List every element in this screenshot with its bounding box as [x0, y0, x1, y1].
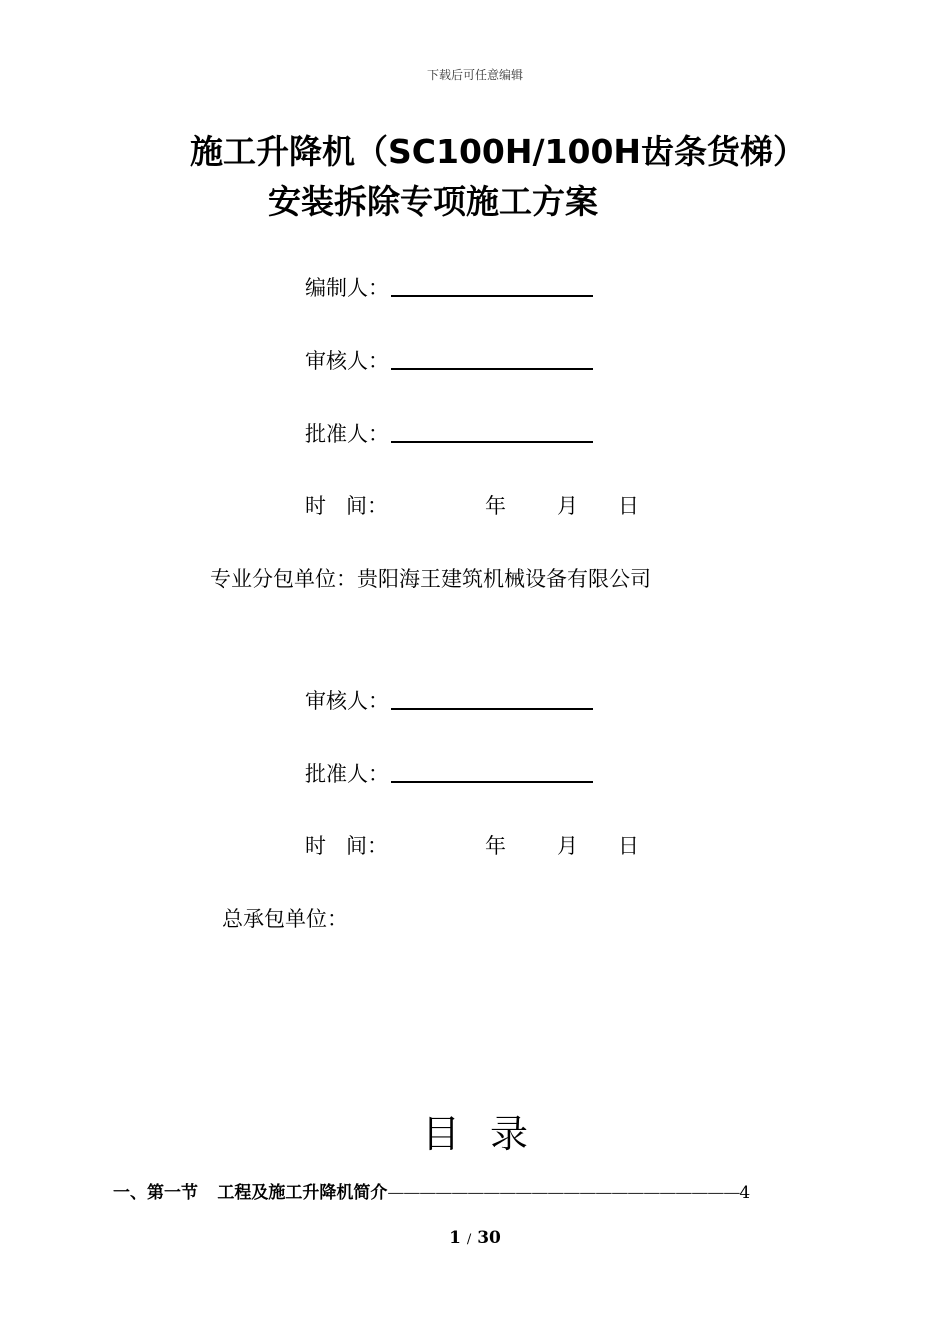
general-contractor-label: 总承包单位：: [222, 907, 348, 931]
page-separator: /: [466, 1232, 472, 1247]
gen-year-label: 年: [485, 834, 506, 858]
compiler-label: 编制人：: [305, 276, 389, 300]
toc-item[interactable]: [113, 1178, 750, 1203]
sub-approver-label: 批准人：: [305, 422, 389, 446]
page-current: 1: [449, 1228, 461, 1248]
sub-approver-signature-line: [391, 441, 593, 443]
sub-approver-field: [305, 418, 593, 448]
sub-reviewer-signature-line: [391, 368, 593, 370]
gen-month-label: 月: [557, 834, 578, 858]
sub-reviewer-label: 审核人：: [305, 349, 389, 373]
sub-day-label: 日: [618, 494, 639, 518]
document-title-line1: 施工升降机（SC100H/100H齿条货梯）: [190, 132, 807, 171]
gen-time-label: 时 间：: [305, 834, 389, 858]
subcontractor-company: 专业分包单位：贵阳海王建筑机械设备有限公司: [210, 567, 651, 591]
toc-item-leader: ——————————————————————: [387, 1183, 740, 1203]
gen-approver-signature-line: [391, 781, 593, 783]
page-number: [0, 1228, 950, 1248]
compiler-field: [305, 272, 593, 302]
sub-time-label: 时 间：: [305, 494, 389, 518]
gen-reviewer-field: [305, 685, 593, 715]
header-note: 下载后可任意编辑: [426, 68, 523, 82]
compiler-signature-line: [391, 295, 593, 297]
sub-year-label: 年: [485, 494, 506, 518]
gen-day-label: 日: [618, 834, 639, 858]
gen-reviewer-signature-line: [391, 708, 593, 710]
toc-item-name: 工程及施工升降机简介: [217, 1183, 388, 1203]
toc-item-section: 一、第一节: [113, 1183, 198, 1203]
sub-month-label: 月: [557, 494, 578, 518]
gen-approver-field: [305, 758, 593, 788]
sub-reviewer-field: [305, 345, 593, 375]
gen-approver-label: 批准人：: [305, 762, 389, 786]
document-title-line2: 安装拆除专项施工方案: [268, 182, 598, 221]
page-total: 30: [477, 1228, 501, 1248]
gen-date-row: [0, 830, 950, 860]
toc-title: 目录: [421, 1112, 558, 1156]
gen-reviewer-label: 审核人：: [305, 689, 389, 713]
sub-date-row: [0, 490, 950, 520]
toc-item-page: 4: [739, 1183, 751, 1203]
